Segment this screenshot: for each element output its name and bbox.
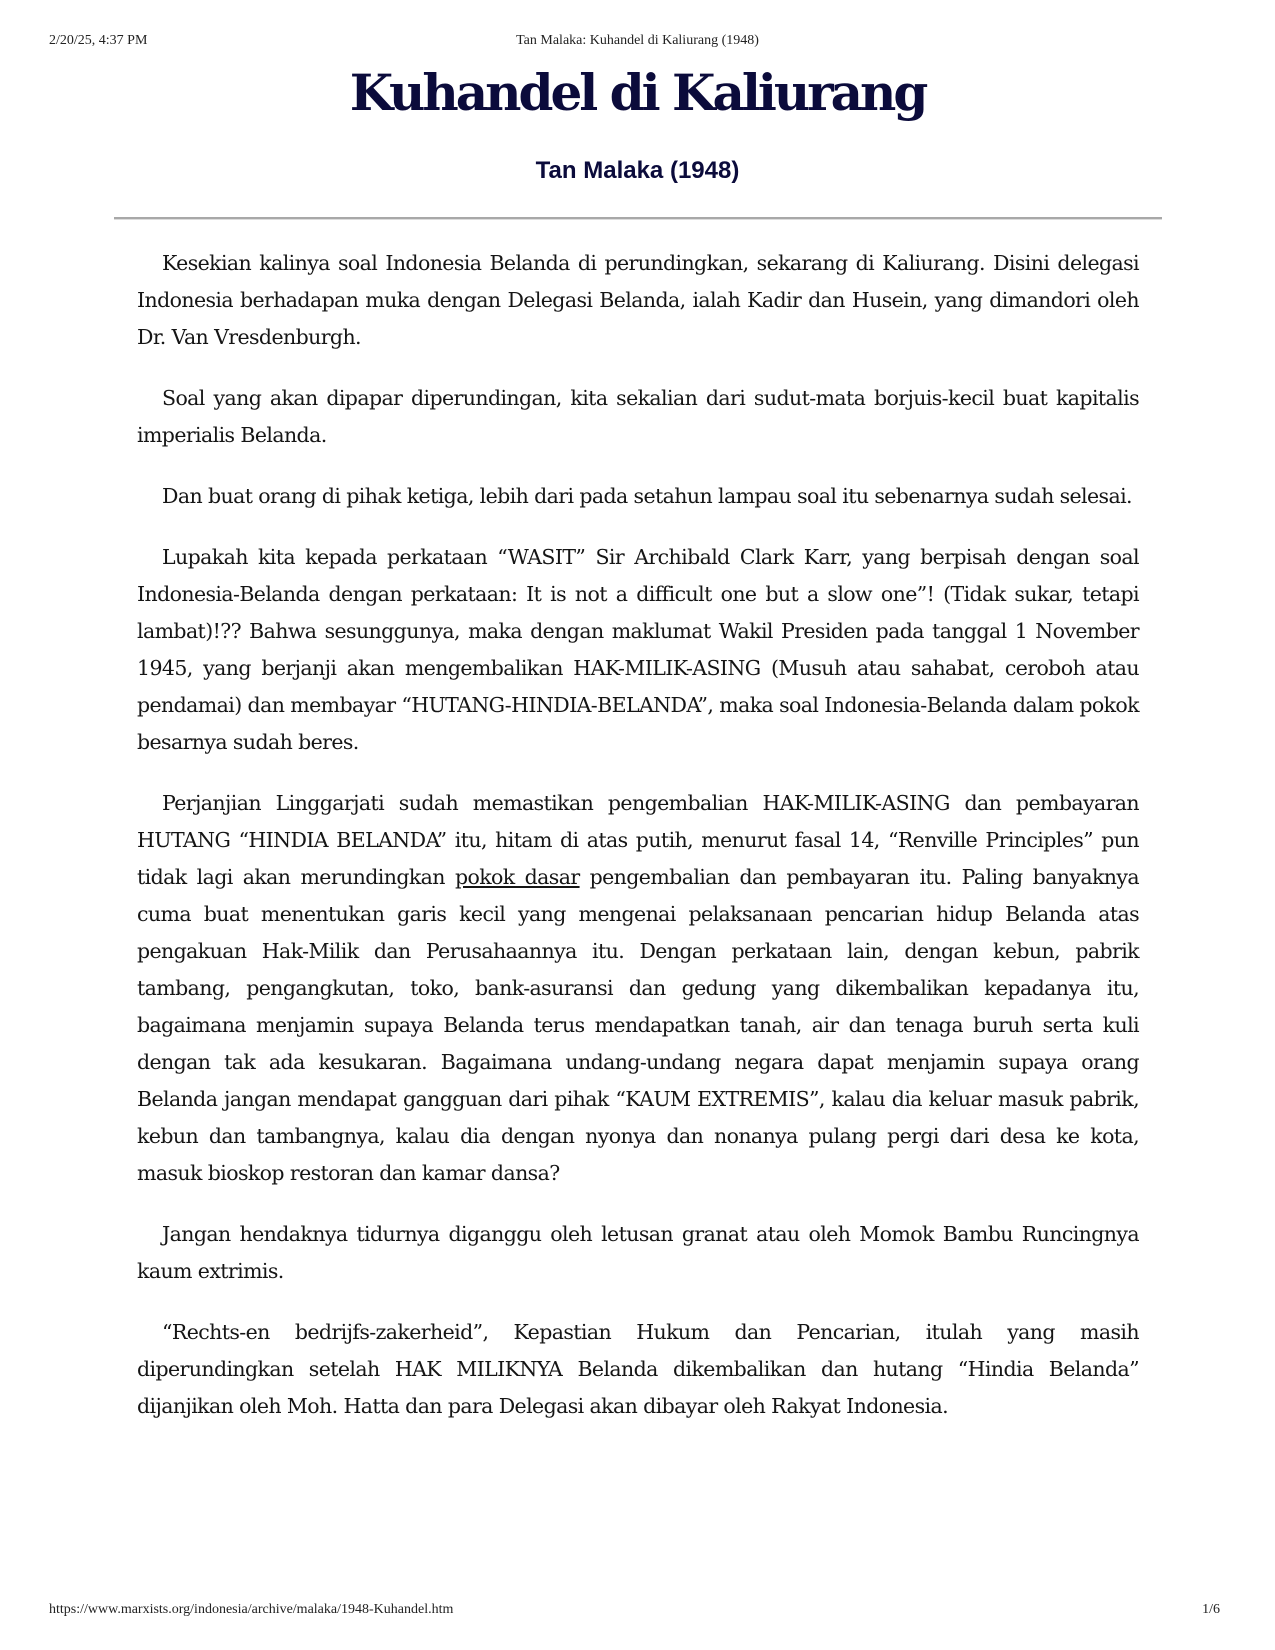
print-date: 2/20/25, 4:37 PM [49, 33, 148, 48]
paragraph-6: Jangan hendaknya tidurnya diganggu oleh letusan granat atau oleh Momok Bambu Runcingnya kaum extrimis. [137, 1222, 1139, 1283]
article-title: Kuhandel di Kaliurang [349, 63, 926, 122]
print-doc-title: Tan Malaka: Kuhandel di Kaliurang (1948) [516, 33, 759, 48]
paragraph-5-part-1: Perjanjian Linggarjati sudah memastikan pengembalian HAK-MILIK-ASING dan pembayaran HUTANG “HINDIA BELANDA” itu, hitam di atas putih, menurut fasal 14, “Renville Principles” pun tidak lagi akan merundingkan [137, 791, 1139, 889]
page-number: 1/6 [1202, 1602, 1220, 1617]
page-url: https://www.marxists.org/indonesia/archive/malaka/1948-Kuhandel.htm [49, 1602, 454, 1617]
paragraph-3: Dan buat orang di pihak ketiga, lebih dari pada setahun lampau soal itu sebenarnya sudah selesai. [162, 484, 1132, 508]
article-body [137, 245, 1139, 1449]
paragraph-5 [137, 785, 1139, 1192]
paragraph-5-part-2: pengembalian dan pembayaran itu. Paling banyaknya cuma buat menentukan garis kecil yang mengenai pelaksanaan pencarian hidup Belanda atas pengakuan Hak-Milik dan Perusahaannya itu. Dengan perkataan lain, dengan kebun, pabrik tambang, pengangkutan, toko, bank-asuransi dan gedung yang dikembalikan kepadanya itu, bagaimana menjamin supaya Belanda terus mendapatkan tanah, air dan tenaga buruh serta kuli dengan tak ada kesukaran. Bagaimana undang-undang negara dapat menjamin supaya orang Belanda jangan mendapat gangguan dari pihak “KAUM EXTREMIS”, kalau dia keluar masuk pabrik, kebun dan tambangnya, kalau dia dengan nyonya dan nonanya pulang pergi dari desa ke kota, masuk bioskop restoran dan kamar dansa? [137, 865, 1139, 1185]
print-header [0, 33, 1275, 53]
underlined-phrase: pokok dasar [454, 865, 580, 889]
print-footer [0, 1602, 1275, 1622]
horizontal-rule [114, 217, 1162, 220]
paragraph-2: Soal yang akan dipapar diperundingan, kita sekalian dari sudut-mata borjuis-kecil buat kapitalis imperialis Belanda. [137, 386, 1139, 447]
paragraph-7: “Rechts-en bedrijfs-zakerheid”, Kepastian Hukum dan Pencarian, itulah yang masih diperundingkan setelah HAK MILIKNYA Belanda dikembalikan dan hutang “Hindia Belanda” dijanjikan oleh Moh. Hatta dan para Delegasi akan dibayar oleh Rakyat Indonesia. [137, 1320, 1139, 1418]
paragraph-1: Kesekian kalinya soal Indonesia Belanda di perundingkan, sekarang di Kaliurang. Disini delegasi Indonesia berhadapan muka dengan Delegasi Belanda, ialah Kadir dan Husein, yang dimandori oleh Dr. Van Vresdenburgh. [137, 251, 1139, 349]
article-author: Tan Malaka (1948) [535, 157, 740, 184]
paragraph-4: Lupakah kita kepada perkataan “WASIT” Sir Archibald Clark Karr, yang berpisah dengan soal Indonesia-Belanda dengan perkataan: It is not a difficult one but a slow one”! (Tidak sukar, tetapi lambat)!?? Bahwa sesunggunya, maka dengan maklumat Wakil Presiden pada tanggal 1 November 1945, yang berjanji akan mengembalikan HAK-MILIK-ASING (Musuh atau sahabat, ceroboh atau pendamai) dan membayar “HUTANG-HINDIA-BELANDA”, maka soal Indonesia-Belanda dalam pokok besarnya sudah beres. [137, 545, 1139, 754]
